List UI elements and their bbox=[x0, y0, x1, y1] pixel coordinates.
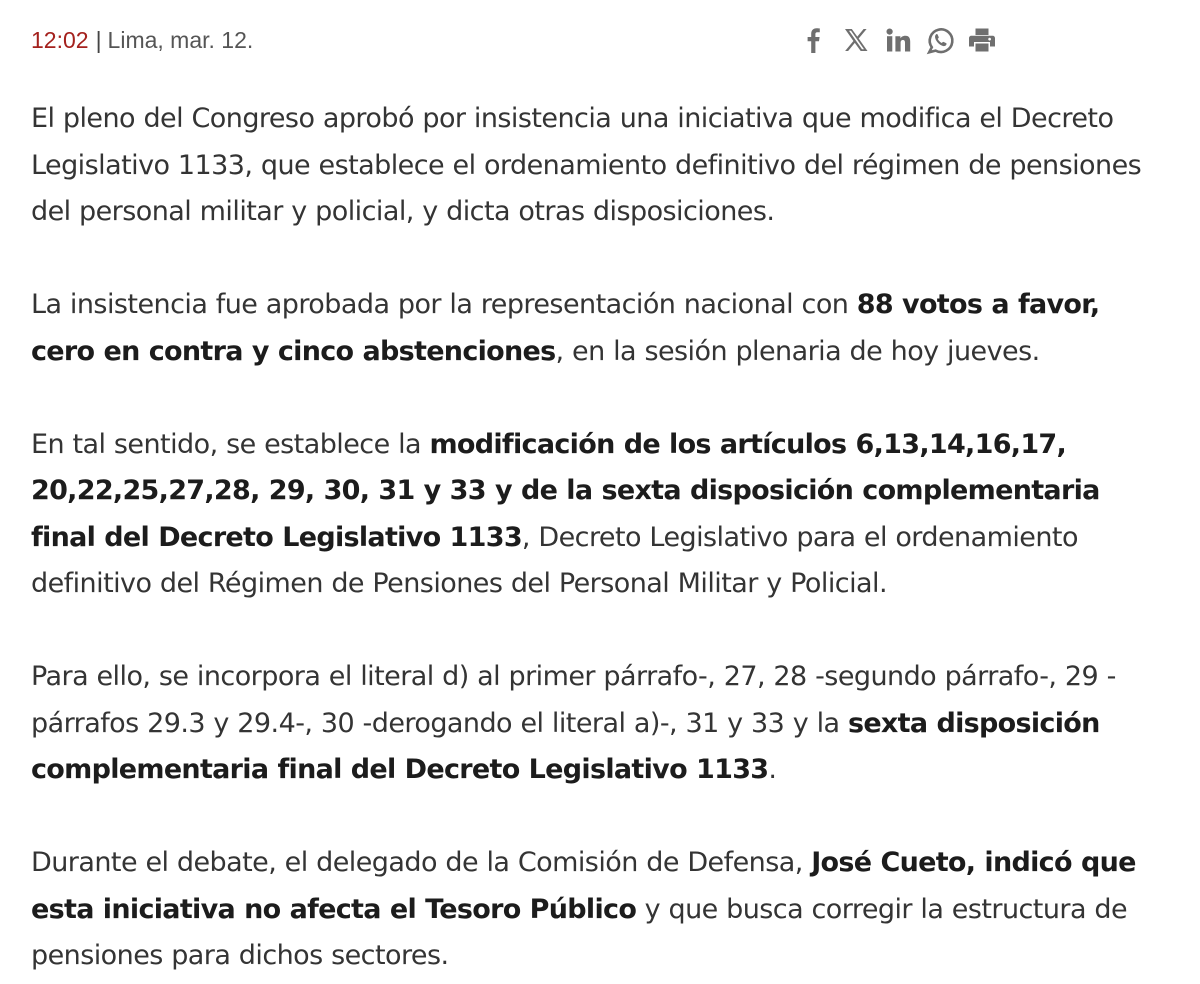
share-x-button[interactable] bbox=[835, 24, 877, 56]
facebook-icon bbox=[799, 25, 829, 55]
share-whatsapp-button[interactable] bbox=[919, 24, 961, 56]
dateline-separator: | bbox=[95, 27, 102, 53]
paragraph-bold-text: 88 votos a favor, cero en contra y cinco abstenciones bbox=[31, 289, 1100, 367]
paragraph-bold-text: modificación de los artículos 6,13,14,16,17, 20,22,25,27,28, 29, 30, 31 y 33 y de la sexta disposición complementaria final del Decreto Legislativo 1133 bbox=[31, 428, 1100, 553]
paragraph-text: El pleno del Congreso aprobó por insistencia una iniciativa que modifica el Decreto Legislativo 1133, que establece el ordenamiento definitivo del régimen de pensiones del personal militar y policial, y dicta otras disposiciones. bbox=[31, 103, 1142, 227]
share-facebook-button[interactable] bbox=[793, 24, 835, 56]
paragraph-bold-text: José Cueto, indicó que esta iniciativa no afecta el Tesoro Público bbox=[31, 847, 1136, 925]
paragraph-text: , Decreto Legislativo para el ordenamiento definitivo del Régimen de Pensiones del Personal Militar y Policial. bbox=[31, 521, 1078, 599]
paragraph bbox=[31, 96, 1171, 236]
paragraph bbox=[31, 422, 1171, 608]
x-icon bbox=[841, 25, 871, 55]
paragraph bbox=[31, 654, 1171, 794]
paragraph bbox=[31, 840, 1171, 980]
share-linkedin-button[interactable] bbox=[877, 24, 919, 56]
publish-time: 12:02 bbox=[31, 27, 89, 53]
article-meta bbox=[31, 24, 1171, 56]
linkedin-icon bbox=[883, 25, 913, 55]
paragraph-text: En tal sentido, se establece la bbox=[31, 428, 430, 460]
print-icon bbox=[967, 25, 997, 55]
paragraph-text: y que busca corregir la estructura de pensiones para dichos sectores. bbox=[31, 893, 1128, 971]
location-date: Lima, mar. 12. bbox=[107, 27, 254, 53]
article-body bbox=[31, 96, 1171, 984]
paragraph-text: . bbox=[768, 754, 777, 785]
whatsapp-icon bbox=[925, 25, 955, 55]
paragraph-text: , en la sesión plenaria de hoy jueves. bbox=[555, 335, 1040, 367]
paragraph-text: La insistencia fue aprobada por la representación nacional con bbox=[31, 289, 857, 320]
print-button[interactable] bbox=[961, 24, 1003, 56]
paragraph bbox=[31, 282, 1171, 375]
paragraph-bold-text: sexta disposición complementaria final del Decreto Legislativo 1133 bbox=[31, 707, 1100, 785]
share-bar bbox=[793, 24, 1003, 56]
paragraph-text: Durante el debate, el delegado de la Comisión de Defensa, bbox=[31, 847, 812, 878]
dateline bbox=[31, 27, 253, 53]
paragraph-text: Para ello, se incorpora el literal d) al primer párrafo-, 27, 28 -segundo párrafo-, 29 -párrafos 29.3 y 29.4-, 30 -derogando el literal a)-, 31 y 33 y la bbox=[31, 661, 1116, 739]
